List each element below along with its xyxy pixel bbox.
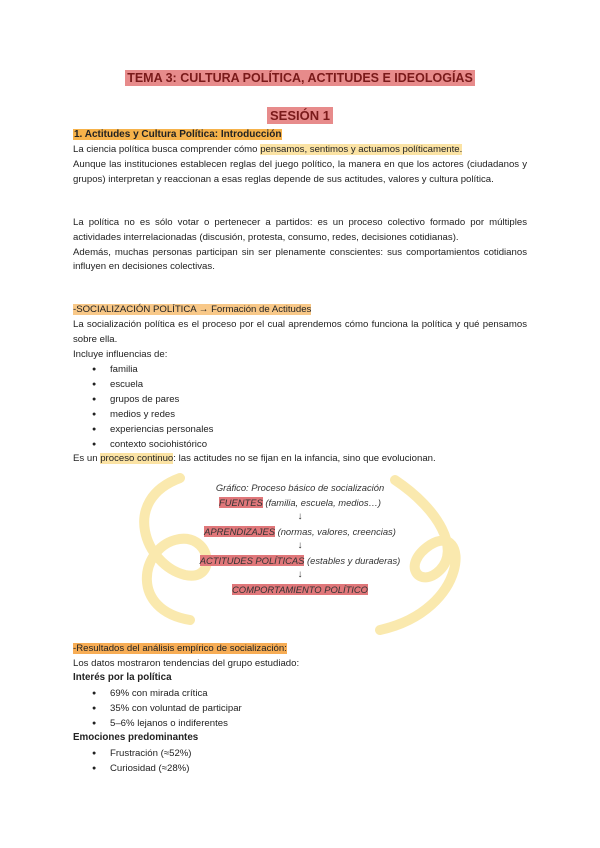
socialization-heading: -SOCIALIZACIÓN POLÍTICA → Formación de Actitudes [73, 304, 312, 315]
process-note: Es un proceso continuo: las actitudes no se fijan en la infancia, sino que evolucionan. [73, 453, 436, 464]
socialization-paragraph: La socialización política es el proceso por el cual aprendemos cómo funciona la política y qué pensamos sobre ella. Incluye influencias de: [73, 319, 527, 360]
emotions-list [92, 746, 192, 776]
list-item: ● Curiosidad (≈28%) [92, 761, 192, 776]
list-item: ● escuela [92, 377, 213, 392]
section-heading-1: 1. Actitudes y Cultura Política: Introducción [74, 129, 282, 140]
diagram-node-actitudes: ACTITUDES POLÍTICAS (estables y duraderas) [199, 555, 401, 566]
diagram-node-fuentes: FUENTES (familia, escuela, medios…) [218, 497, 382, 508]
down-arrow-icon: ↓ [297, 511, 303, 522]
diagram-node-aprendizajes: APRENDIZAJES (normas, valores, creencias) [204, 526, 396, 537]
paragraph-2: La política no es sólo votar o pertenecer a partidos: es un proceso colectivo formado por múltiples actividades interrelacionadas (discusión, protesta, consumo, redes, decisiones cotidianas). Además, muchas personas participan sin ser plenamente conscientes: sus comportamientos cotidianos influyen en decisiones colectivas. [73, 217, 527, 273]
document-title: TEMA 3: CULTURA POLÍTICA, ACTITUDES E IDEOLOGÍAS [127, 71, 473, 85]
emotions-subheading: Emociones predominantes [73, 732, 199, 743]
paragraph-1: La ciencia política busca comprender cómo pensamos, sentimos y actuamos políticamente. Aunque las instituciones establecen reglas del juego político, la manera en que los actores (ciudadanos y grupos) interpretan y reaccionan a esas reglas depende de sus actitudes, valores y cultura política. [73, 144, 527, 185]
results-intro: Los datos mostraron tendencias del grupo estudiado: [73, 658, 300, 669]
diagram-caption: Gráfico: Proceso básico de socialización [215, 482, 385, 493]
session-heading: SESIÓN 1 [0, 108, 600, 123]
results-heading: -Resultados del análisis empírico de socialización: [73, 643, 287, 654]
diagram-node-comportamiento: COMPORTAMIENTO POLÍTICO [232, 584, 368, 595]
list-item: ● grupos de pares [92, 392, 213, 407]
down-arrow-icon: ↓ [297, 569, 303, 580]
list-item: ● Frustración (≈52%) [92, 746, 192, 761]
list-item: ● 5–6% lejanos o indiferentes [92, 716, 242, 731]
list-item: ● 35% con voluntad de participar [92, 701, 242, 716]
list-item: ● medios y redes [92, 407, 213, 422]
list-item: ● experiencias personales [92, 422, 213, 437]
influences-list [92, 362, 213, 452]
down-arrow-icon: ↓ [297, 540, 303, 551]
list-item: ● 69% con mirada crítica [92, 686, 242, 701]
interest-list [92, 686, 242, 731]
interest-subheading: Interés por la política [73, 672, 172, 683]
list-item: ● familia [92, 362, 213, 377]
list-item: ● contexto sociohistórico [92, 437, 213, 452]
